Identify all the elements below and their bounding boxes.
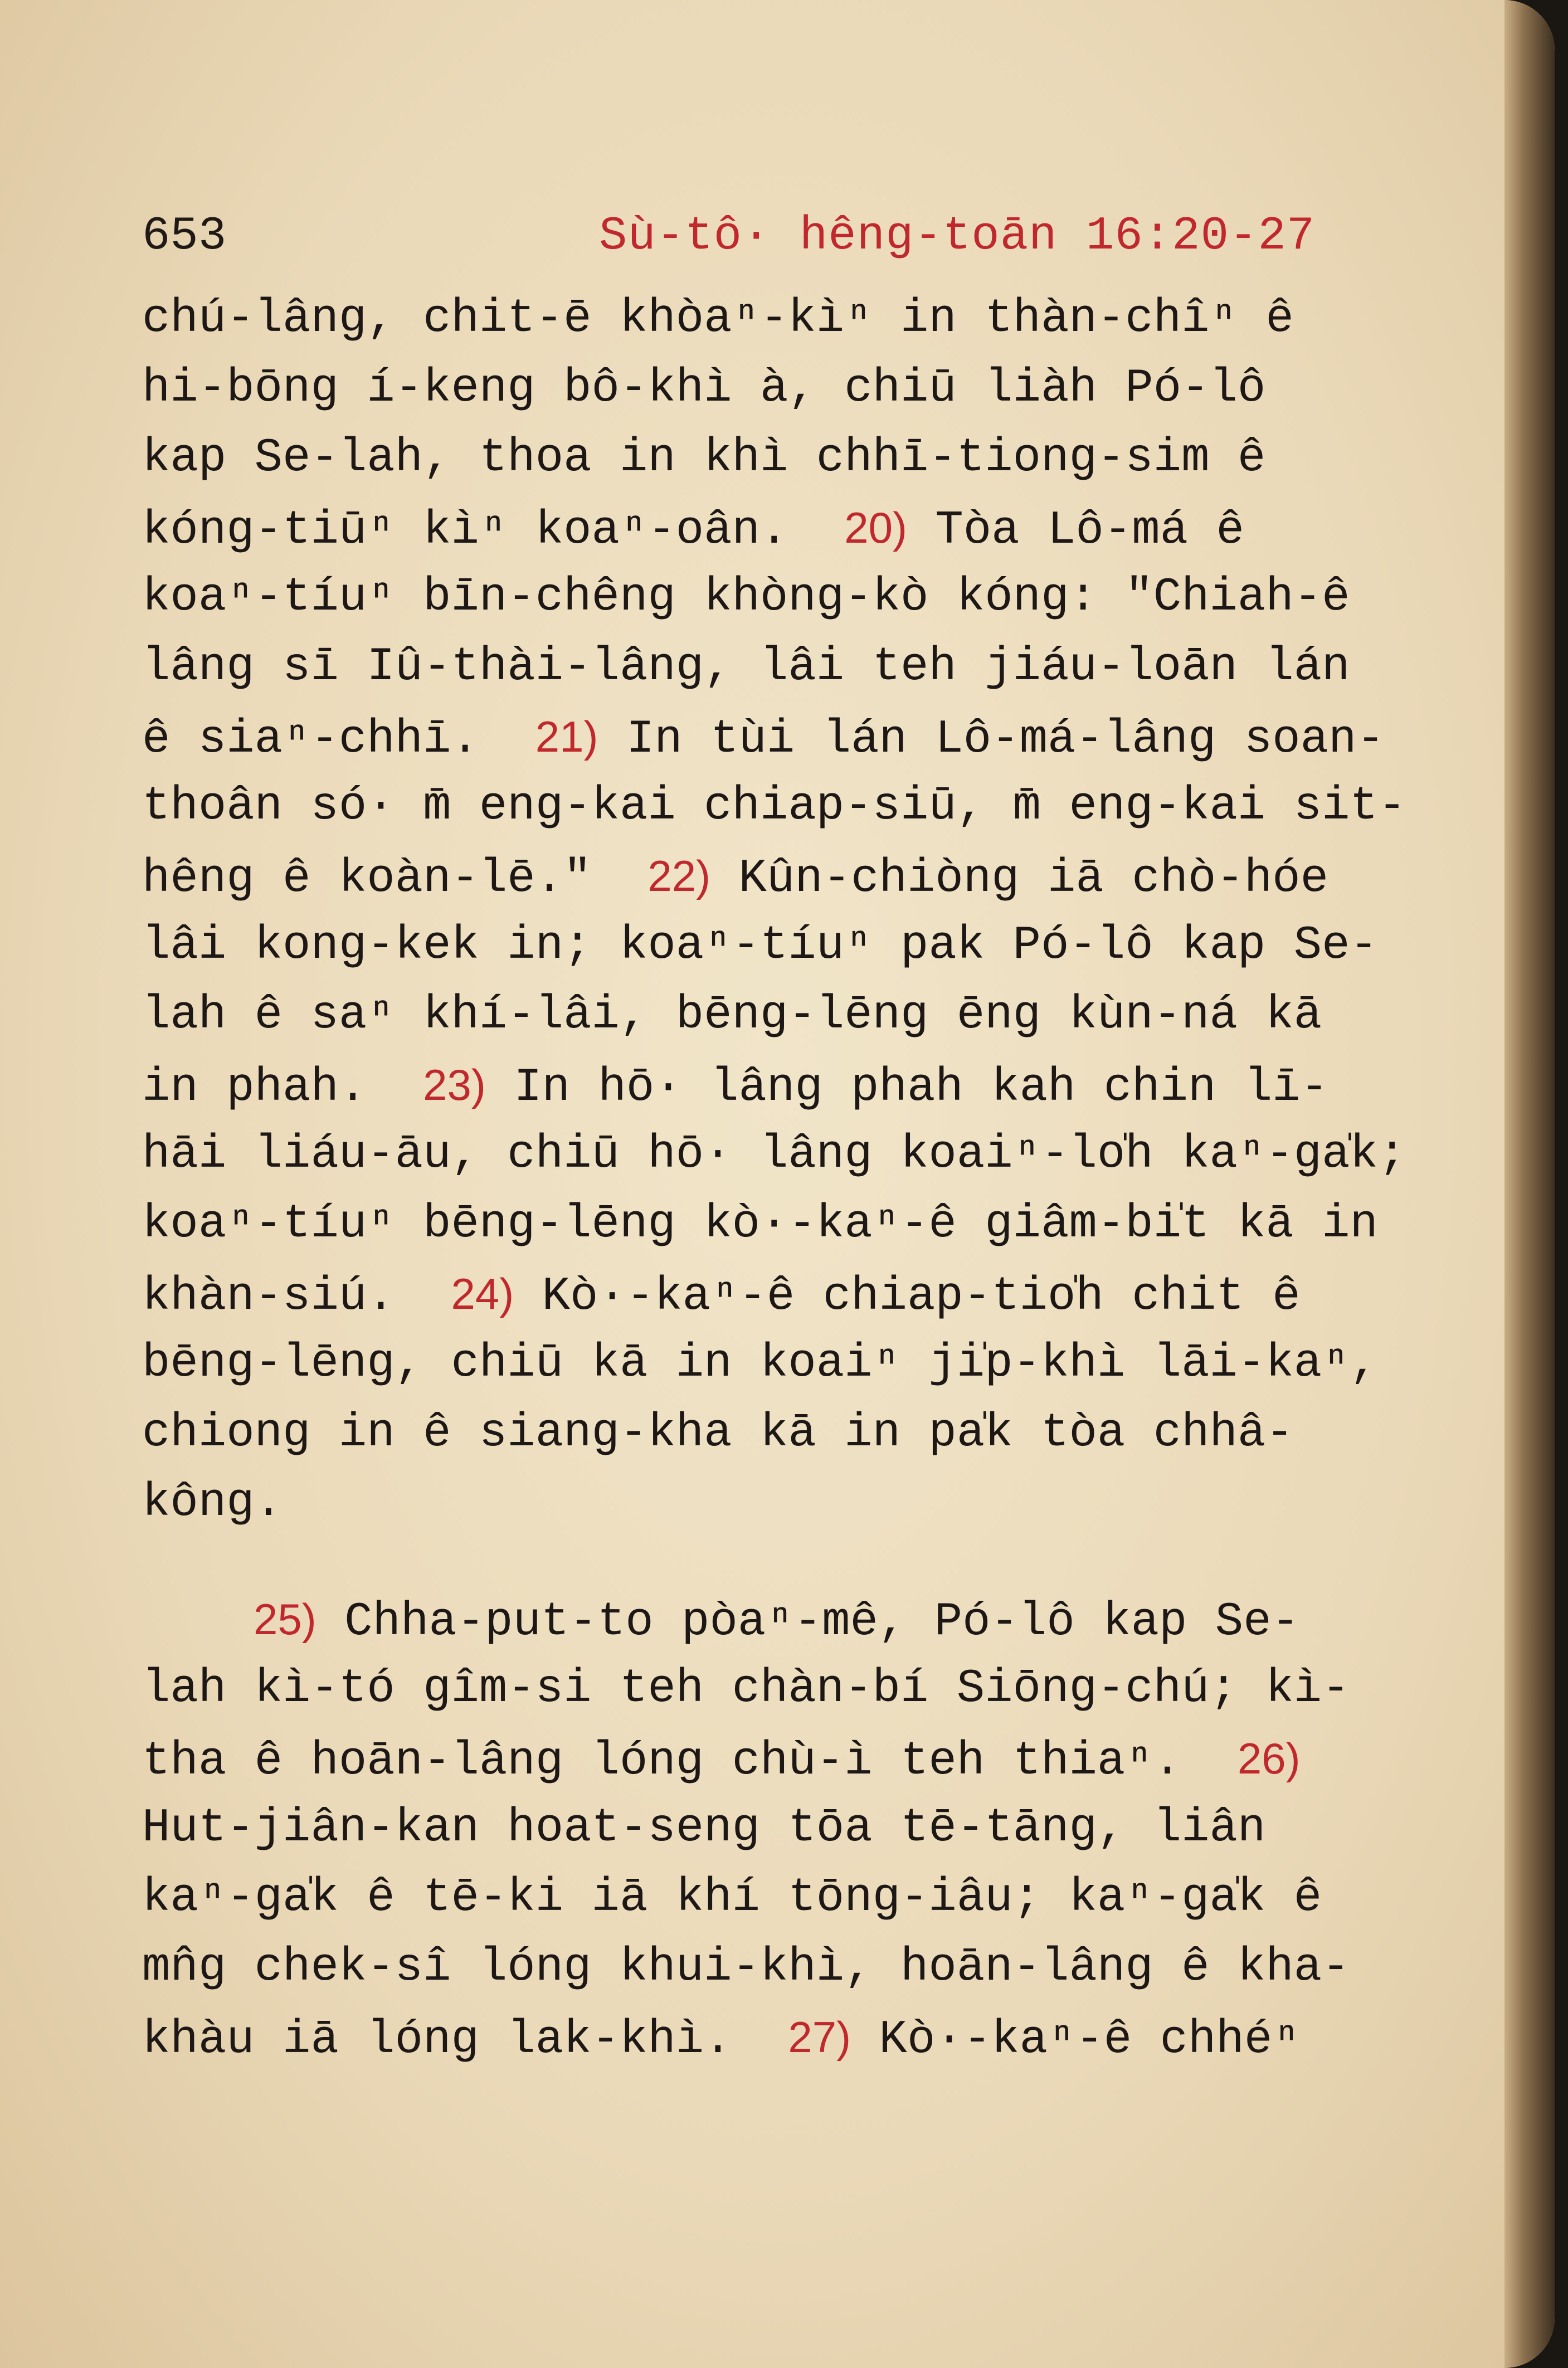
text-segment: Kò·-kaⁿ-ê chhéⁿ [851,2014,1301,2067]
text-line [142,1585,1396,1654]
text-segment: in phah. [142,1061,423,1114]
text-segment: lâi kong-kek in; koaⁿ-tíuⁿ pak Pó-lô kap Se- [142,919,1378,972]
verse-number: 24) [451,1269,514,1318]
verse-number: 21) [535,712,598,761]
text-segment: mn̂g chek-sî lóng khui-khì, hoān-lâng ê kha- [142,1941,1350,1994]
text-line [142,563,1396,632]
verse-number: 27) [788,2013,851,2062]
text-segment: lâng sī Iû-thài-lâng, lâi teh jiáu-loān lán [142,641,1350,694]
verse-number: 26) [1237,1734,1301,1783]
text-line [142,1050,1396,1120]
running-head: Sù-tô· hêng-toān 16:20-27 [599,210,1316,263]
text-line [142,354,1396,423]
text-segment: bēng-lēng, chiū kā in koaiⁿ ji̍p-khì lāi-kaⁿ, [142,1337,1378,1390]
text-line [142,423,1396,493]
text-segment: hāi liáu-āu, chiū hō· lâng koaiⁿ-lo̍h kaⁿ-ga̍k; [142,1128,1406,1181]
page-header [142,206,1316,267]
text-line [142,1724,1396,1794]
text-segment: kóng-tiūⁿ kìⁿ koaⁿ-oân. [142,504,845,557]
text-segment: thoân só· m̄ eng-kai chiap-siū, m̄ eng-kai sit- [142,780,1406,833]
text-line [142,702,1396,772]
text-segment: chú-lâng, chit-ē khòaⁿ-kìⁿ in thàn-chîⁿ ê [142,293,1294,345]
body-text [142,284,1406,2072]
text-segment: khàn-siú. [142,1270,451,1323]
text-line [142,1468,1396,1538]
text-segment: koaⁿ-tíuⁿ bēng-lēng kò·-kaⁿ-ê giâm-bi̍t kā in [142,1198,1378,1251]
text-segment: Kò·-kaⁿ-ê chiap-tio̍h chit ê [514,1270,1301,1323]
text-segment: Chha-put-to pòaⁿ-mê, Pó-lô kap Se- [316,1596,1300,1649]
text-line [142,1329,1396,1399]
text-segment: Kûn-chiòng iā chò-hóe [710,852,1329,905]
text-segment: hi-bōng í-keng bô-khì à, chiū liàh Pó-lô [142,362,1266,415]
text-segment: Hut-jiân-kan hoat-seng tōa tē-tāng, liân [142,1802,1266,1855]
page-number: 653 [142,210,227,263]
verse-number: 25) [254,1595,316,1644]
text-segment: lah ê saⁿ khí-lâi, bēng-lēng ēng kùn-ná kā [142,989,1322,1042]
verse-number: 23) [423,1060,486,1109]
text-line [142,1120,1406,1190]
text-segment: lah kì-tó gîm-si teh chàn-bí Siōng-chú; kì- [142,1663,1350,1716]
page-edge [1504,0,1555,2368]
text-line [142,772,1406,841]
text-line [142,1933,1396,2002]
verse-number: 22) [647,851,711,900]
verse-number: 20) [844,503,907,552]
text-line [142,1190,1396,1259]
text-line [142,981,1396,1050]
text-line [142,284,1396,354]
text-line [142,1259,1396,1329]
text-segment: ê siaⁿ-chhī. [142,713,535,766]
text-line [142,841,1396,911]
paragraph-gap [142,1538,1396,1585]
text-segment: In hō· lâng phah kah chin lī- [485,1061,1329,1114]
text-line [142,1654,1396,1724]
text-segment: koaⁿ-tíuⁿ bīn-chêng khòng-kò kóng: "Chiah-ê [142,571,1350,624]
text-line [142,1399,1396,1468]
text-line [142,2002,1396,2072]
text-segment: kaⁿ-ga̍k ê tē-ki iā khí tōng-iâu; kaⁿ-ga̍k ê [142,1872,1322,1924]
text-line [142,1863,1396,1933]
text-line [142,1794,1396,1863]
text-line [142,493,1396,563]
text-line [142,911,1396,981]
text-segment: hêng ê koàn-lē." [142,852,648,905]
text-segment: Tòa Lô-má ê [907,504,1244,557]
text-segment: khàu iā lóng lak-khì. [142,2014,788,2067]
text-segment: chiong in ê siang-kha kā in pa̍k tòa chhâ- [142,1407,1294,1460]
text-segment: kông. [142,1477,283,1529]
text-line [142,632,1396,702]
text-segment: kap Se-lah, thoa in khì chhī-tiong-sim ê [142,432,1266,485]
text-segment: In tùi lán Lô-má-lâng soan- [598,713,1385,766]
text-segment: tha ê hoān-lâng lóng chù-ì teh thiaⁿ. [142,1735,1238,1788]
